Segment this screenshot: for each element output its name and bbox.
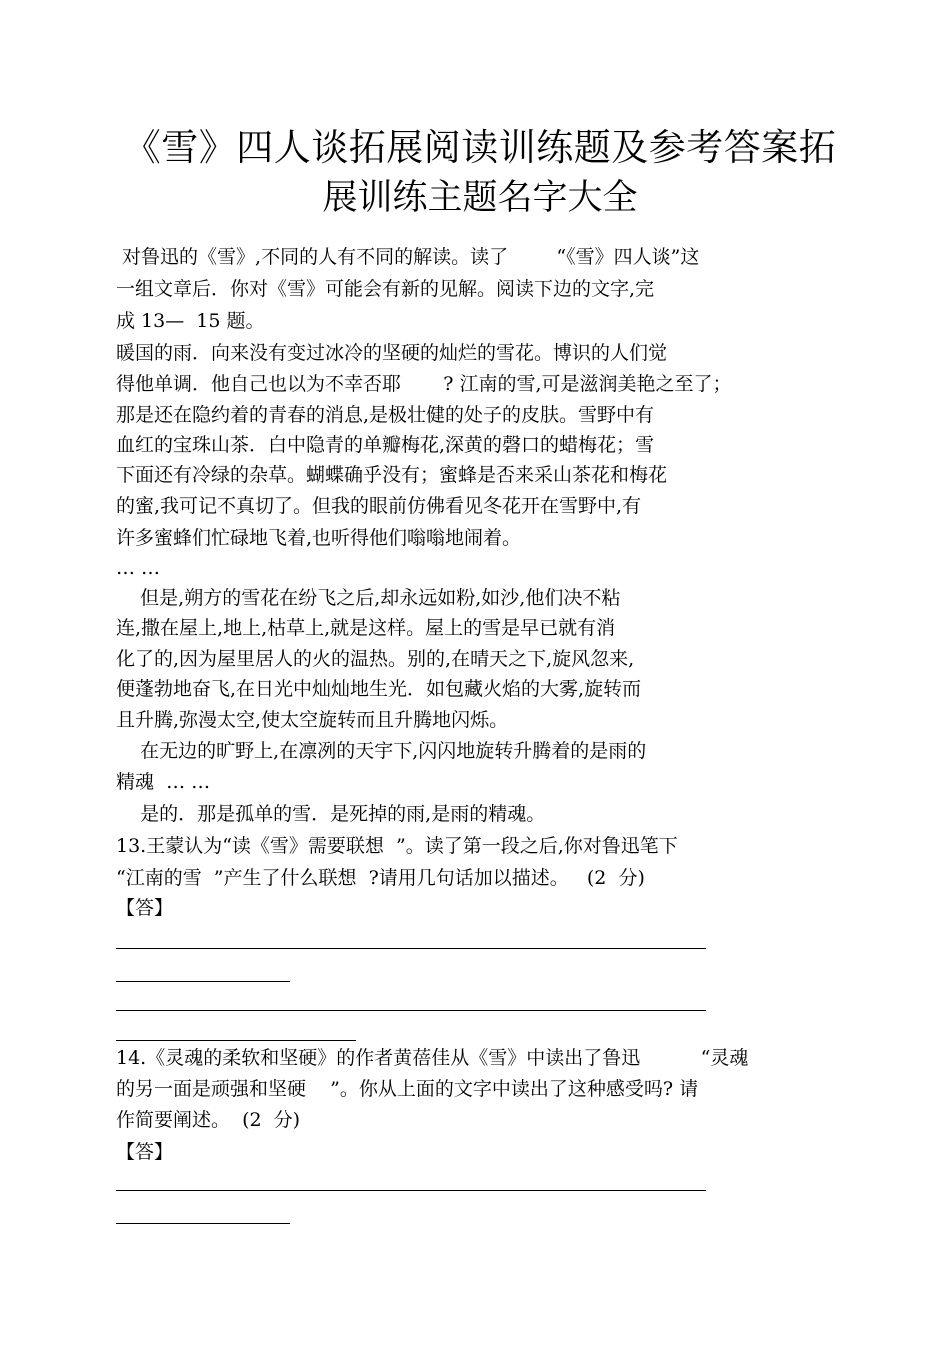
title-line-2: 展训练主题名字大全 — [322, 178, 638, 218]
answer-line[interactable] — [116, 1010, 706, 1011]
passage-line: 的蜜,我可记不真切了。但我的眼前仿佛看见冬花开在雪野中,有 — [116, 495, 642, 517]
intro-line: 一组文章后．你对《雪》可能会有新的见解。阅读下边的文字,完 — [116, 278, 655, 300]
question-13-line: 13.王蒙认为“读《雪》需要联想 ”。读了第一段之后,你对鲁迅笔下 — [116, 835, 678, 857]
document-title — [100, 122, 860, 224]
ellipsis-line: … … — [116, 557, 161, 579]
passage-line: 连,撒在屋上,地上,枯草上,就是这样。屋上的雪是早已就有消 — [116, 617, 616, 639]
passage-line: 且升腾,弥漫太空,使太空旋转而且升腾地闪烁。 — [116, 709, 509, 731]
answer-line[interactable] — [116, 948, 706, 949]
answer-line[interactable] — [116, 981, 290, 982]
answer-line[interactable] — [116, 1190, 706, 1191]
answer-label: 【答】 — [116, 1141, 174, 1163]
passage-line: 但是,朔方的雪花在纷飞之后,却永远如粉,如沙,他们决不粘 — [116, 587, 621, 609]
intro-line: 对鲁迅的《雪》,不同的人有不同的解读。读了 “《雪》四人谈”这 — [116, 246, 700, 268]
passage-line: 得他单调．他自己也以为不幸否耶 ? 江南的雪,可是滋润美艳之至了； — [116, 373, 732, 395]
question-13-line: “江南的雪 ”产生了什么联想 ?请用几句话加以描述。 (2 分) — [116, 867, 645, 889]
passage-line: 精魂 … … — [116, 771, 211, 793]
answer-line[interactable] — [116, 1223, 290, 1224]
passage-line: 化了的,因为屋里居人的火的温热。别的,在晴天之下,旋风忽来, — [116, 648, 635, 670]
passage-line: 便蓬勃地奋飞,在日光中灿灿地生光．如包藏火焰的大雾,旋转而 — [116, 678, 642, 700]
title-line-1: 《雪》四人谈拓展阅读训练题及参考答案拓 — [123, 126, 837, 169]
question-14-line: 的另一面是顽强和坚硬 ”。你从上面的文字中读出了这种感受吗? 请 — [116, 1078, 699, 1100]
passage-line: 许多蜜蜂们忙碌地飞着,也听得他们嗡嗡地闹着。 — [116, 527, 522, 549]
answer-label: 【答】 — [116, 897, 174, 919]
passage-line: 血红的宝珠山茶．白中隐青的单瓣梅花,深黄的磬口的蜡梅花；雪 — [116, 434, 655, 456]
passage-line: 暖国的雨．向来没有变过冰冷的坚硬的灿烂的雪花。博识的人们觉 — [116, 342, 668, 364]
passage-line: 下面还有冷绿的杂草。蝴蝶确乎没有；蜜蜂是否来采山茶花和梅花 — [116, 464, 668, 486]
passage-line: 那是还在隐约着的青春的消息,是极壮健的处子的皮肤。雪野中有 — [116, 404, 655, 426]
answer-line[interactable] — [116, 1040, 356, 1041]
question-14-line: 14.《灵魂的柔软和坚硬》的作者黄蓓佳从《雪》中读出了鲁迅 “灵魂 — [116, 1047, 749, 1069]
question-14-line: 作简要阐述。 (2 分) — [116, 1109, 301, 1131]
passage-line: 是的．那是孤单的雪．是死掉的雨,是雨的精魂。 — [116, 803, 546, 825]
intro-line: 成 13— 15 题。 — [116, 310, 265, 332]
passage-line: 在无边的旷野上,在凛冽的天宇下,闪闪地旋转升腾着的是雨的 — [116, 740, 647, 762]
